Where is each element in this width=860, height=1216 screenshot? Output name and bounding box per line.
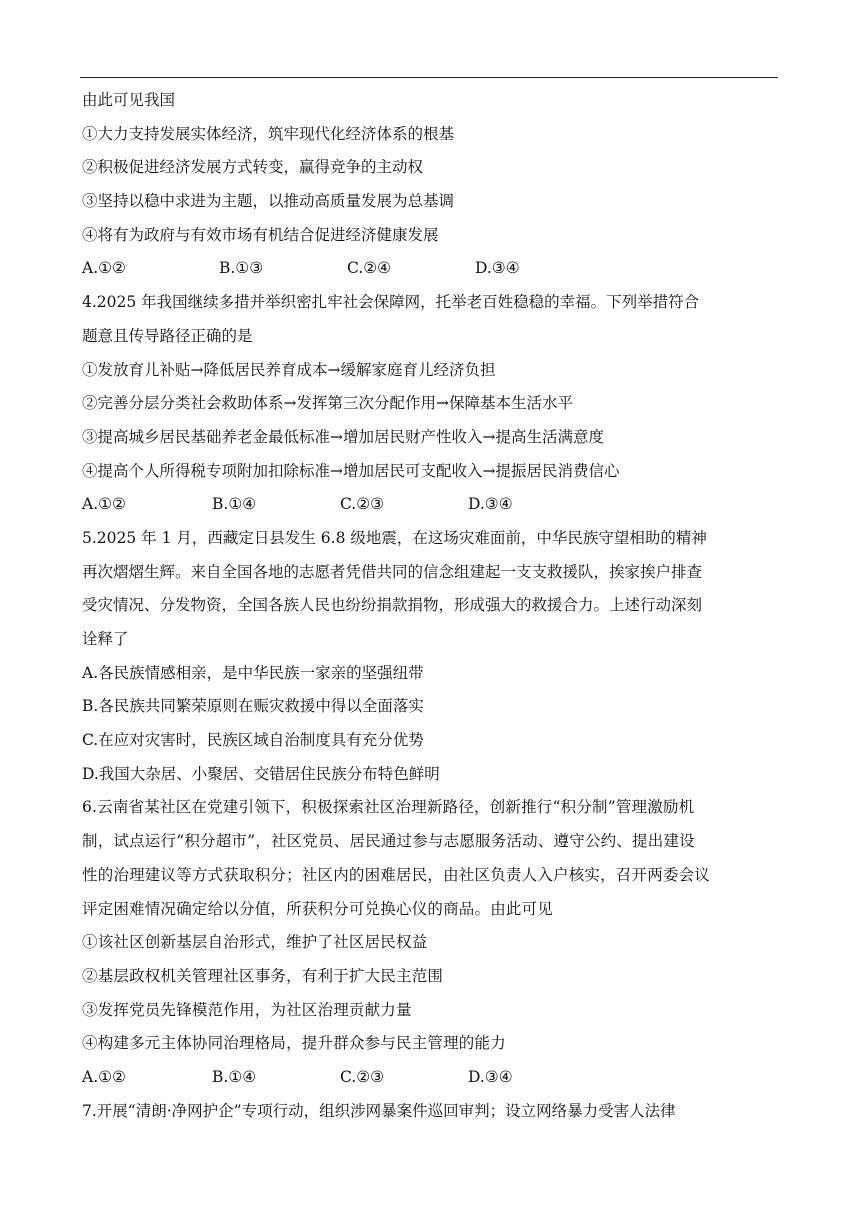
choice-a: A.各民族情感相亲，是中华民族一家亲的坚强纽带 <box>82 663 424 682</box>
question-stem-line: 5.2025 年 1 月，西藏定日县发生 6.8 级地震，在这场灾难面前，中华民族守望相助的精神 <box>82 528 707 547</box>
question-stem-line: 7.开展“清朗·净网护企”专项行动，组织涉网暴案件巡回审判；设立网络暴力受害人法律 <box>82 1101 676 1120</box>
option-d: D.③④ <box>475 259 520 278</box>
page-content <box>82 84 782 1128</box>
question-stem-line: 受灾情况、分发物资，全国各族人民也纷纷捐款捐物，形成强大的救援合力。上述行动深刻 <box>82 596 703 615</box>
statement-2: ②积极促进经济发展方式转变，赢得竞争的主动权 <box>82 158 424 177</box>
option-d: D.③④ <box>468 495 513 514</box>
question-stem-line: 制，试点运行“积分超市”，社区党员、居民通过参与志愿服务活动、遵守公约、提出建设 <box>82 832 695 851</box>
choice-d: D.我国大杂居、小聚居、交错居住民族分布特色鲜明 <box>82 764 440 783</box>
option-b: B.①④ <box>212 1067 257 1086</box>
choice-c: C.在应对灾害时，民族区域自治制度具有充分优势 <box>82 731 424 750</box>
answer-options <box>82 488 782 522</box>
question-stem-line: 诠释了 <box>82 630 129 648</box>
option-d: D.③④ <box>468 1067 513 1086</box>
statement-4: ④将有为政府与有效市场有机结合促进经济健康发展 <box>82 225 439 244</box>
statement-3: ③提高城乡居民基础养老金最低标准→增加居民财产性收入→提高生活满意度 <box>82 427 604 446</box>
question-stem: 由此可见我国 <box>82 91 176 109</box>
question-stem-line: 再次熠熠生辉。来自全国各地的志愿者凭借共同的信念组建起一支支救援队，挨家挨户排查 <box>82 562 703 581</box>
option-b: B.①④ <box>212 495 257 514</box>
statement-4: ④构建多元主体协同治理格局，提升群众参与民主管理的能力 <box>82 1034 506 1053</box>
question-stem-line: 6.云南省某社区在党建引领下，积极探索社区治理新路径，创新推行“积分制”管理激励机 <box>82 798 695 817</box>
question-3-continuation <box>82 84 782 286</box>
question-7 <box>82 1095 782 1129</box>
question-stem-line: 性的治理建议等方式获取积分；社区内的困难居民，由社区负责人入户核实，召开两委会议 <box>82 865 711 884</box>
option-c: C.②③ <box>340 495 385 514</box>
question-6 <box>82 791 782 1094</box>
option-c: C.②③ <box>340 1067 385 1086</box>
statement-3: ③坚持以稳中求进为主题，以推动高质量发展为总基调 <box>82 192 455 211</box>
statement-3: ③发挥党员先锋模范作用，为社区治理贡献力量 <box>82 1000 412 1019</box>
option-a: A.①② <box>82 495 126 514</box>
statement-1: ①大力支持发展实体经济，筑牢现代化经济体系的根基 <box>82 124 455 143</box>
statement-2: ②完善分层分类社会救助体系→发挥第三次分配作用→保障基本生活水平 <box>82 394 573 413</box>
question-4 <box>82 286 782 522</box>
answer-options <box>82 252 782 286</box>
statement-4: ④提高个人所得税专项附加扣除标准→增加居民可支配收入→提振居民消费信心 <box>82 461 620 480</box>
option-c: C.②④ <box>347 259 392 278</box>
statement-2: ②基层政权机关管理社区事务，有利于扩大民主范围 <box>82 966 444 985</box>
statement-1: ①发放育儿补贴→降低居民养育成本→缓解家庭育儿经济负担 <box>82 360 496 379</box>
option-b: B.①③ <box>219 259 264 278</box>
option-a: A.①② <box>82 259 126 278</box>
question-stem-line: 评定困难情况确定给以分值，所获积分可兑换心仪的商品。由此可见 <box>82 899 554 918</box>
choice-b: B.各民族共同繁荣原则在赈灾救援中得以全面落实 <box>82 697 424 716</box>
answer-options <box>82 1061 782 1095</box>
option-a: A.①② <box>82 1067 126 1086</box>
statement-1: ①该社区创新基层自治形式，维护了社区居民权益 <box>82 933 428 952</box>
question-stem-line: 4.2025 年我国继续多措并举织密扎牢社会保障网，托举老百姓稳稳的幸福。下列举措符合 <box>82 293 700 312</box>
question-5 <box>82 522 782 792</box>
header-rule <box>80 77 778 78</box>
question-stem-line: 题意且传导路径正确的是 <box>82 326 253 345</box>
